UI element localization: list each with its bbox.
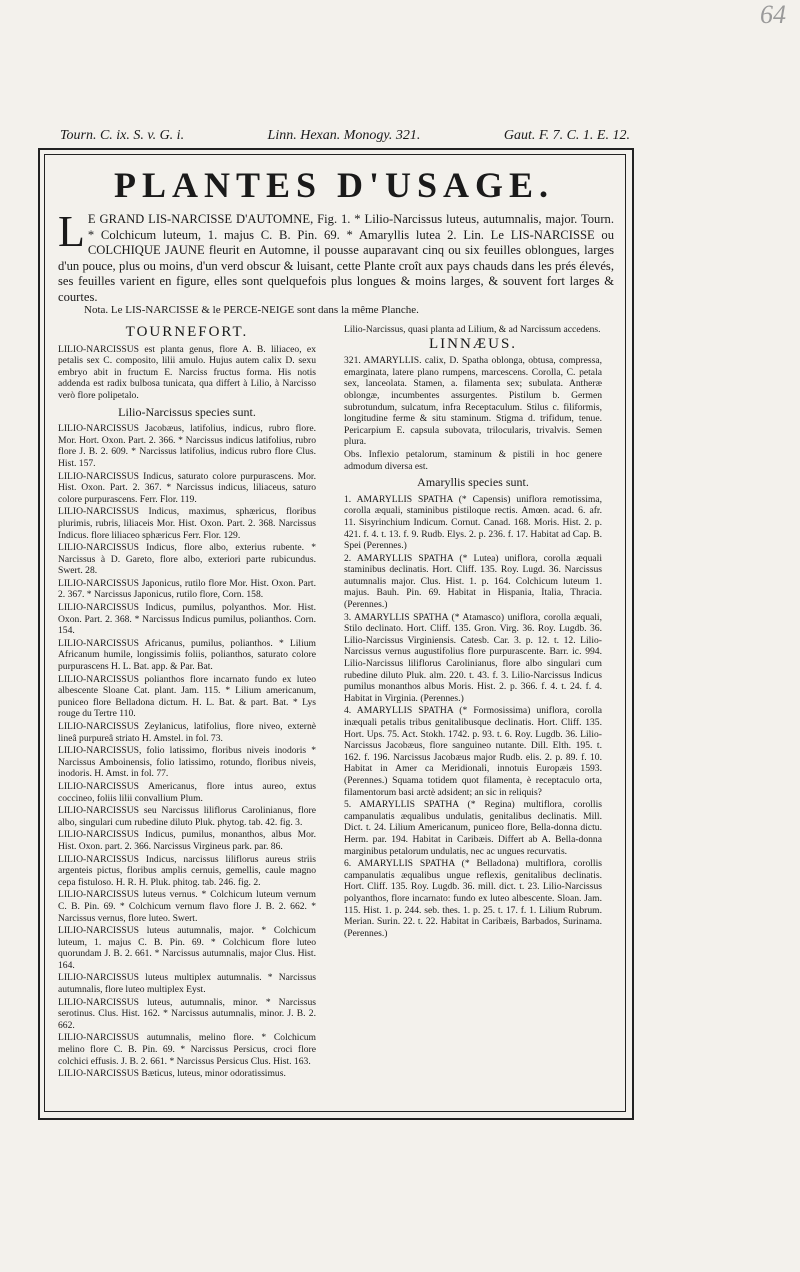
list-item: LILIO-NARCISSUS luteus, autumnalis, minor. * Narcissus serotinus. Clus. Hist. 162. * Narcissus autumnalis, minor. J. B. 2. 662.	[58, 996, 316, 1031]
list-item: LILIO-NARCISSUS Japonicus, rutilo flore Mor. Hist. Oxon. Part. 2. 367. * Narcissus Japonicus, rutilo flore, Corn. 158.	[58, 577, 316, 601]
intro-paragraph	[58, 207, 614, 306]
list-item: 2. AMARYLLIS SPATHA (* Lutea) uniflora, corolla æquali staminibus declinatis. Hort. Cliff. 135. Roy. Lugd. 36. Narcissus autumnalis major. Clus. Hist. 1. p. 164. Colchicum luteum 1. majus. Bauh. Pin. 69. Habitat in Hispania, Italia, Thracia. (Perennes.)	[344, 552, 602, 611]
continuation-text: Lilio-Narcissus, quasi planta ad Lilium, & ad Narcissum accedens.	[344, 324, 601, 335]
tournefort-intro: LILIO-NARCISSUS est planta genus, flore A. B. liliaceo, ex petalis sex C. composito, lilii amulo. Hujus autem calix D. sexu embryo abit in fructum E. Narciss fructus forma. His notis addenda est radix bulbosa tunicata, qua differt à Lilio, à Narcisso verò flore polipetalo.	[58, 343, 316, 401]
list-item: 3. AMARYLLIS SPATHA (* Atamasco) uniflora, corolla æquali, Stilo declinato. Hort. Cliff. 135. Gron. Virg. 36. Roy. Lugdb. 36. Lilio-Narcissus Virginiensis. Catesb. Car. 3. p. 12. t. 12. Lilio-Narcissus vernus augustifolius flore purpurascente. Barr. ic. 994. Lilio-Narcissus liliflorus Carolinianus, flore albo singulari cum rubedine diluto Pluk. alm. 220. t. 43. f. 3. Lilio-Narcissus Indicus pumilus monanthos albus Moris. Hist. 2. p. 366. f. 4. t. 24. f. 4. Habitat in Virginia. (Perennes.)	[344, 611, 602, 704]
list-item: LILIO-NARCISSUS polianthos flore incarnato fundo ex luteo albescente Sloane Cat. plant. Jam. 115. * Lilium americanum, puniceo flore Belladona dictum. H. L. Bat. & part. Bat. * Lys rouge du Tertre 110.	[58, 673, 316, 720]
list-item: 5. AMARYLLIS SPATHA (* Regina) multiflora, corollis campanulatis æqualibus undulatis, genitalibus declinatis. Mill. Dict. t. 24. Lilium Americanum, puniceo flore, Bella-donna dictu. Herm. par. 194. Habitat in Caribæis. Differt ab A. Bella-donna marginibus petalorum undulatis, nec ac ungues recurvatis.	[344, 799, 602, 857]
species-list	[58, 423, 316, 1080]
list-item: LILIO-NARCISSUS Indicus, flore albo, exterius rubente. * Narcissus à D. Gareto, flore albo, exteriori parte rubicundus. Swert. 28.	[58, 542, 316, 577]
list-item: LILIO-NARCISSUS Indicus, pumilus, polyanthos. Mor. Hist. Oxon. Part. 2. 368. * Narcissus Indicus pumilus, polianthos. Corn. 154.	[58, 602, 316, 637]
nota-line: Nota. Le LIS-NARCISSE & le PERCE-NEIGE sont dans la même Planche.	[84, 304, 419, 316]
list-item: 1. AMARYLLIS SPATHA (* Capensis) uniflora remotissima, corolla æquali, staminibus pistiloque rectis. Amœn. acad. 6. afr. 11. Sisyrinchium Indicum. Cornut. Canad. 168. Moris. Hist. 2. p. 421. f. 4. t. 13. f. 9. Rudb. Elys. 2. p. 236. f. 17. Habitat ad Cap. B. Spei (Perennes.)	[344, 493, 602, 552]
amaryllis-subheading: Amaryllis species sunt.	[417, 475, 529, 490]
tournefort-reference: Tourn. C. ix. S. v. G. i.	[60, 128, 185, 143]
list-item: LILIO-NARCISSUS Indicus, saturato colore purpurascens. Mor. Hist. Oxon. Part. 2. 367. * Narcissus indicus, liliaceus, saturo colore purpurascens. Ferr. Flor. 119.	[58, 470, 316, 505]
list-item: LILIO-NARCISSUS luteus autumnalis, major. * Colchicum luteum, 1. majus C. B. Pin. 69. * Colchicum flore luteo quorundam J. B. 2. 661. * Narcissus autumnalis, major Clus. Hist. 164.	[58, 925, 316, 971]
linnaeus-intro: 321. AMARYLLIS. calix, D. Spatha oblonga, obtusa, compressa, emarginata, latere plano rumpens, marcescens. Corolla, C. petala sex, lanceolata. Stamen, a. filamenta sex; subulata. Antheræ oblongæ, incumbentes assurgentes. Pistilum b. Germen subrotundum, sulcatum, infra Receptaculum. Stilus c. filiformis, longitudine ferme & situ staminum. Stigma d. trifidum, tenue. Pericarpium E. capsula subovata, trilocularis, trivalvis. Semen plura.	[344, 355, 602, 448]
page-body	[44, 154, 624, 1110]
gautier-reference: Gaut. F. 7. C. 1. E. 12.	[503, 128, 630, 143]
linnaeus-reference: Linn. Hexan. Monogy. 321.	[267, 128, 421, 143]
list-item: 6. AMARYLLIS SPATHA (* Belladona) multiflora, corollis campanulatis æqualibus ungue reflexis, genitalibus declinatis. Hort. Cliff. 135. Roy. Lugdb. 36. mill. dict. t. 23. Lilio-Narcissus polyanthos, flore incarnato: fundo ex luteo albescente. Sloan. Jam. 115. Hist. 1. p. 244. seb. thes. 1. p. 25. t. 17. f. 1. Lilium Rubrum. Merian. Surin. 22. t. 22. Habitat in Caribæis, Barbados, Surinama. (Perennes.)	[344, 858, 602, 939]
list-item: LILIO-NARCISSUS autumnalis, melino flore. * Colchicum melino flore C. B. Pin. 69. * Narcissus Persicus, croci flore colchici effusis. J. B. 2. 661. * Narcissus Persicus Clus. Hist. 163.	[58, 1032, 316, 1067]
list-item: LILIO-NARCISSUS Jacobæus, latifolius, indicus, rubro flore. Mor. Hort. Oxon. Part. 2. 366. * Narcissus indicus latifolius, rubro flore J. B. 2. 609. * Narcissus latifolius, indicus rubro flore Clus. Hist. 157.	[58, 423, 316, 469]
right-column	[344, 324, 602, 940]
list-item: LILIO-NARCISSUS luteus multiplex autumnalis. * Narcissus autumnalis, flore luteo multiplex Eyst.	[58, 972, 316, 996]
list-item: LILIO-NARCISSUS luteus vernus. * Colchicum luteum vernum C. B. Pin. 69. * Colchicum vernum flavo flore J. B. 2. 662. * Narcissus vernus, flore luteo. Swert.	[58, 889, 316, 924]
list-item: LILIO-NARCISSUS Africanus, pumilus, polianthos. * Lilium Africanum humile, longissimis foliis, polianthos, saturato colore purpurascens H. L. Bat. app. & Par. Bat.	[58, 637, 316, 673]
reference-line	[60, 128, 630, 144]
list-item: LILIO-NARCISSUS Indicus, pumilus, monanthos, albus Mor. Hist. Oxon. part. 2. 366. Narcissus Virgineus park. par. 86.	[58, 829, 316, 852]
list-item: LILIO-NARCISSUS, folio latissimo, floribus niveis inodoris * Narcissus Amboinensis, folio latissimo, rotundo, floribus niveis, inodoris. H. Amst. in fol. 77.	[58, 745, 316, 780]
list-item: LILIO-NARCISSUS Bæticus, luteus, minor odoratissimus.	[58, 1068, 286, 1080]
list-item: LILIO-NARCISSUS Indicus, maximus, sphæricus, floribus plurimis, rubris, liliaceis Mor. Hist. Oxon. Part. 2. 368. Narcissus Indicus. flore liliaceo sphæricus Ferr. Flor. 129.	[58, 506, 316, 541]
intro-text: E GRAND LIS-NARCISSE D'AUTOMNE, Fig. 1. * Lilio-Narcissus luteus, autumnalis, major. Tourn. * Colchicum luteum, 1. majus C. B. Pin. 69. * Amaryllis lutea 2. Lin. Le LIS-NARCISSE ou COLCHIQUE JAUNE fleurit en Automne, il pousse auparavant cinq ou six feuilles oblongues, larges d'un pouce, plus ou moins, d'un verd obscur & luisant, cette Plante croît aux pays chauds dans les prés élevés, ses feuilles varient en figure, elles sont quelquefois plus longues & moins larges, & souvent fort larges & courtes.	[58, 212, 614, 304]
amaryllis-list	[344, 494, 602, 940]
left-column	[58, 324, 316, 1081]
list-item: LILIO-NARCISSUS Indicus, narcissus liliflorus aureus striis argenteis pictus, floribus amplis cernuis, gemellis, caule magno cepa fistuloso. H. R. H. Pluk. phitog. tab. 246. fig. 2.	[58, 853, 316, 888]
list-item: LILIO-NARCISSUS seu Narcissus liliflorus Carolinianus, flore albo, singulari cum rubedine diluto Pluk. phytog. tab. 42. fig. 3.	[58, 805, 316, 828]
observation-note: Obs. Inflexio petalorum, staminum & pistili in hoc genere admodum diversa est.	[344, 448, 602, 472]
list-item: 4. AMARYLLIS SPATHA (* Formosissima) uniflora, corolla inæquali petalis tribus genitalibusque declinatis. Hort. Cliff. 135. Hort. Ups. 75. Act. Stokh. 1742. p. 93. t. 6. Roy. Lugdb. 36. Lilio-Narcissus Jacobæus, flore sanguineo nutante. Dill. Elth. 195. t. 162. f. 196. Narcissus Jacobæus major Rudb. elis. 2. p. 89. f. 10. Habitat in Amer ca Meridionali, innotuis Europæis 1593. (Perennes.) Squama totidem quot filamenta, è receptaculo orta, filamentorum basi arctè adsident; an sic in reliquis?	[344, 705, 602, 798]
page-title: PLANTES D'USAGE.	[113, 165, 555, 205]
tournefort-heading: TOURNEFORT.	[125, 324, 249, 340]
list-item: LILIO-NARCISSUS Americanus, flore intus aureo, extus coccineo, foliis lilii convallium Plum.	[58, 780, 316, 804]
page-number: 64	[760, 0, 786, 29]
list-item: LILIO-NARCISSUS Zeylanicus, latifolius, flore niveo, externè lineâ purpureâ striato H. Amstel. in fol. 73.	[58, 721, 316, 744]
linnaeus-heading: LINNÆUS.	[428, 335, 518, 352]
species-subheading: Lilio-Narcissus species sunt.	[118, 404, 256, 419]
drop-cap: L	[58, 207, 85, 256]
